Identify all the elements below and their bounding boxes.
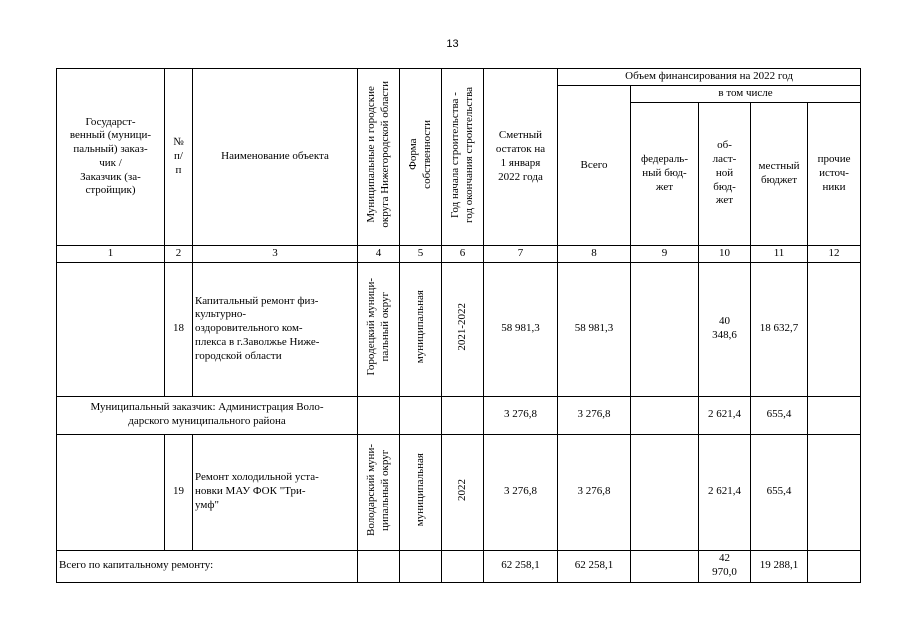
table-row [57, 550, 861, 582]
customer-row-total: 3 276,8 [558, 396, 631, 434]
row18-balance: 58 981,3 [484, 262, 558, 396]
row19-customer [57, 434, 165, 550]
customer-row-years [442, 396, 484, 434]
table-row [57, 262, 861, 396]
customer-row-label: Муниципальный заказчик: Администрация Воло- дарского муниципального района [57, 396, 358, 434]
page-number: 13 [446, 38, 459, 50]
header-object-name: Наименование объекта [193, 69, 358, 246]
row18-local: 18 632,7 [751, 262, 808, 396]
header-ownership [400, 69, 442, 246]
row18-municipality-text: Городецкий муници- пальный округ [364, 277, 391, 376]
total-row-regional: 42 970,0 [699, 550, 751, 582]
customer-row-local: 655,4 [751, 396, 808, 434]
row18-other [808, 262, 861, 396]
column-numbers-row [57, 245, 861, 262]
total-row-federal [631, 550, 699, 582]
header-funding-title: Объем финансирования на 2022 год [558, 69, 861, 86]
total-row-other [808, 550, 861, 582]
row19-federal [631, 434, 699, 550]
row18-regional: 40 348,6 [699, 262, 751, 396]
header-total: Всего [558, 86, 631, 246]
col-number: 11 [751, 245, 808, 262]
row19-municipality-text: Володарский муни- ципальный округ [364, 443, 391, 536]
col-number: 8 [558, 245, 631, 262]
row18-name: Капитальный ремонт физ- культурно- оздоровительного ком- плекса в г.Заволжье Ниже- городской области [193, 262, 358, 396]
header-balance: Сметный остаток на 1 января 2022 года [484, 69, 558, 246]
header-years-text: Год начала строительства - год окончания строительства [448, 86, 475, 223]
customer-row-municipality [358, 396, 400, 434]
table-row [57, 434, 861, 550]
total-row-years [442, 550, 484, 582]
col-number: 10 [699, 245, 751, 262]
col-number: 9 [631, 245, 699, 262]
header-num: № п/ п [165, 69, 193, 246]
header-municipality-text: Муниципальные и городские округа Нижегородской области [364, 81, 391, 228]
row18-years-text: 2021-2022 [455, 302, 468, 351]
col-number: 6 [442, 245, 484, 262]
row18-num: 18 [165, 262, 193, 396]
row19-regional: 2 621,4 [699, 434, 751, 550]
customer-row-federal [631, 396, 699, 434]
row18-ownership [400, 262, 442, 396]
col-number: 5 [400, 245, 442, 262]
row18-federal [631, 262, 699, 396]
row19-other [808, 434, 861, 550]
customer-row-balance: 3 276,8 [484, 396, 558, 434]
row19-name: Ремонт холодильной уста- новки МАУ ФОК "Три- умф" [193, 434, 358, 550]
row18-ownership-text: муниципальная [413, 290, 426, 364]
header-local: местный бюджет [751, 102, 808, 245]
col-number: 4 [358, 245, 400, 262]
row19-local: 655,4 [751, 434, 808, 550]
row19-years-text: 2022 [455, 478, 468, 501]
col-number: 1 [57, 245, 165, 262]
header-customer: Государст- венный (муници- пальный) заказ- чик / Заказчик (за- стройщик) [57, 69, 165, 246]
table-row [57, 396, 861, 434]
row19-ownership [400, 434, 442, 550]
header-federal: федераль- ный бюд- жет [631, 102, 699, 245]
header-other: прочие источ- ники [808, 102, 861, 245]
total-row-label: Всего по капитальному ремонту: [57, 550, 358, 582]
row19-total: 3 276,8 [558, 434, 631, 550]
row18-total: 58 981,3 [558, 262, 631, 396]
total-row-balance: 62 258,1 [484, 550, 558, 582]
customer-row-regional: 2 621,4 [699, 396, 751, 434]
row19-years [442, 434, 484, 550]
col-number: 7 [484, 245, 558, 262]
col-number: 3 [193, 245, 358, 262]
row18-years [442, 262, 484, 396]
total-row-local: 19 288,1 [751, 550, 808, 582]
row19-ownership-text: муниципальная [413, 453, 426, 527]
financing-table [56, 68, 861, 583]
customer-row-ownership [400, 396, 442, 434]
total-row-municipality [358, 550, 400, 582]
row19-balance: 3 276,8 [484, 434, 558, 550]
total-row-total: 62 258,1 [558, 550, 631, 582]
header-including: в том числе [631, 86, 861, 103]
col-number: 2 [165, 245, 193, 262]
header-municipality [358, 69, 400, 246]
row19-municipality [358, 434, 400, 550]
row18-municipality [358, 262, 400, 396]
header-regional: об- ласт- ной бюд- жет [699, 102, 751, 245]
col-number: 12 [808, 245, 861, 262]
total-row-ownership [400, 550, 442, 582]
header-years [442, 69, 484, 246]
row18-customer [57, 262, 165, 396]
row19-num: 19 [165, 434, 193, 550]
customer-row-other [808, 396, 861, 434]
header-ownership-text: Форма собственности [406, 120, 433, 189]
